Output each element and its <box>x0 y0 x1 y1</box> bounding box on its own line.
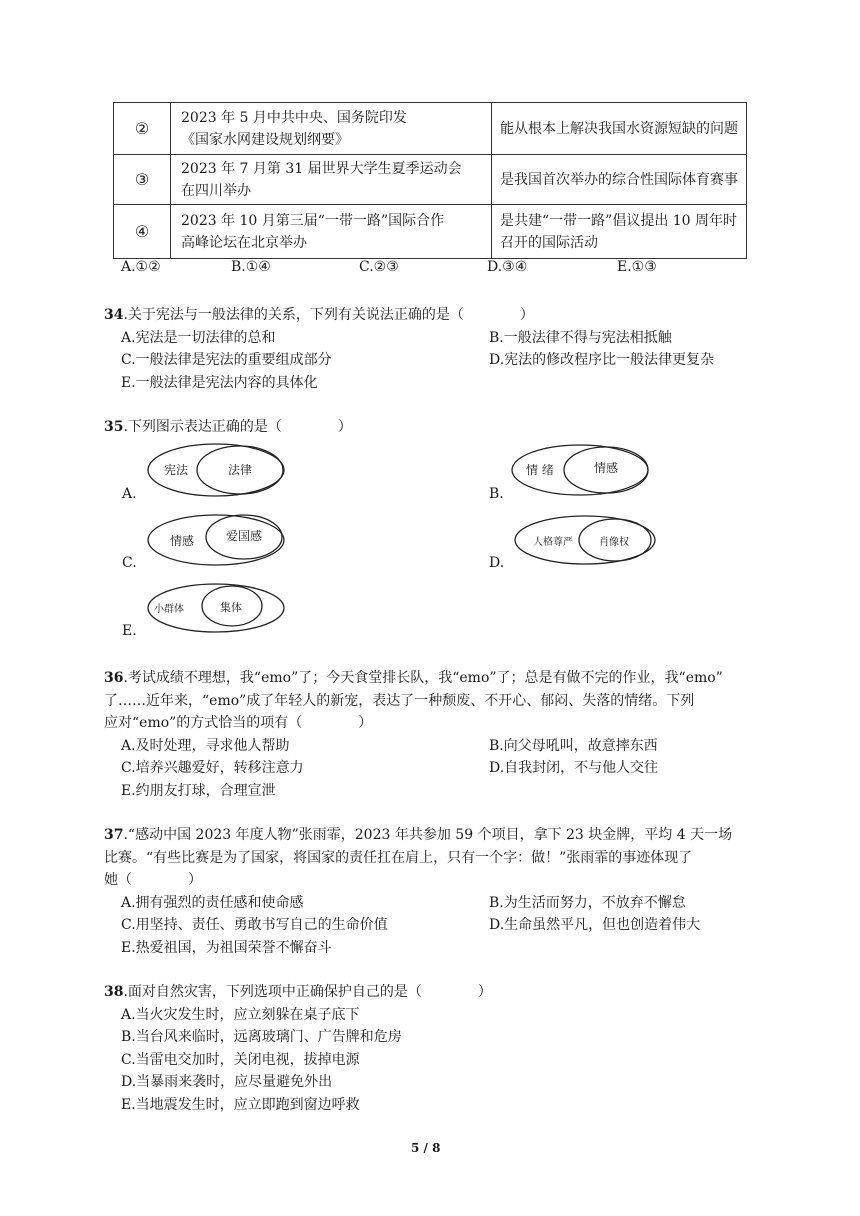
venn-outer-label: 小群体 <box>154 604 184 615</box>
event-line: 2023 年 10 月第三届“一带一路”国际合作 <box>181 212 445 229</box>
venn-diagram <box>146 513 286 567</box>
row-number: ② <box>114 103 171 155</box>
q37-stem-line1 <box>104 824 732 844</box>
q35-venn-e[interactable] <box>146 582 286 634</box>
event-line: 高峰论坛在北京举办 <box>181 234 307 251</box>
q33-option-d[interactable]: D.③④ <box>487 259 528 275</box>
event-line: 2023 年 5 月中共中央、国务院印发 <box>181 109 407 126</box>
table-row <box>114 205 747 259</box>
question-number: 37 <box>104 827 124 843</box>
q36-stem-line3: 应对“emo”的方式恰当的项有（ ） <box>104 715 373 731</box>
q35-option-c-label[interactable]: C. <box>122 555 137 571</box>
q36-stem-line1 <box>104 667 723 687</box>
q38-stem <box>104 981 492 1001</box>
q33-option-b[interactable]: B.①④ <box>231 259 271 275</box>
q36-option-a[interactable]: A.及时处理，寻求他人帮助 <box>121 738 290 754</box>
q37-option-b[interactable]: B.为生活而努力，不放弃不懈怠 <box>489 895 686 911</box>
table-row <box>114 103 747 155</box>
significance-cell <box>492 103 747 155</box>
q34-option-c[interactable]: C.一般法律是宪法的重要组成部分 <box>121 352 332 368</box>
question-text: .关于宪法与一般法律的关系，下列有关说法正确的是（ ） <box>123 307 534 323</box>
event-line: 2023 年 7 月第 31 届世界大学生夏季运动会 <box>181 160 462 177</box>
venn-outer-label: 情感 <box>170 534 195 548</box>
event-cell <box>171 103 492 155</box>
page-separator: / <box>423 1141 428 1155</box>
q35-option-a-label[interactable]: A. <box>122 486 137 502</box>
q37-stem-line3: 她（ ） <box>104 872 202 888</box>
question-text: .考试成绩不理想，我“emo”了；今天食堂排长队，我“emo”了；总是有做不完的作业，我“emo” <box>123 670 723 686</box>
q33-option-a[interactable]: A.①② <box>121 259 161 275</box>
q36-stem-line2: 了……近年来，“emo”成了年轻人的新宠，表达了一种颓废、不开心、郁闷、失落的情绪。下列 <box>104 693 695 709</box>
venn-inner-label: 法律 <box>228 463 253 477</box>
question-number: 36 <box>104 670 124 686</box>
q35-option-d-label[interactable]: D. <box>489 555 505 571</box>
q36-option-d[interactable]: D.自我封闭，不与他人交往 <box>489 760 659 776</box>
q35-option-b-label[interactable]: B. <box>489 486 504 502</box>
venn-outer-label: 宪法 <box>164 463 189 477</box>
venn-inner-label: 爱国感 <box>226 529 263 543</box>
q36-option-b[interactable]: B.向父母吼叫，故意摔东西 <box>489 738 658 754</box>
events-table <box>113 102 747 259</box>
event-line: 在四川举办 <box>181 182 251 199</box>
q35-venn-c[interactable] <box>146 513 286 567</box>
q38-option-c[interactable]: C.当雷电交加时，关闭电视，拔掉电源 <box>121 1052 360 1068</box>
event-cell <box>171 205 492 259</box>
page-total: 8 <box>432 1141 441 1155</box>
q33-option-c[interactable]: C.②③ <box>359 259 399 275</box>
q34-option-d[interactable]: D.宪法的修改程序比一般法律更复杂 <box>489 352 715 368</box>
question-text: .下列图示表达正确的是（ ） <box>123 419 352 435</box>
significance-cell <box>492 155 747 205</box>
row-number: ④ <box>114 205 171 259</box>
significance-line: 能从根本上解决我国水资源短缺的问题 <box>500 120 738 137</box>
page-current: 5 <box>411 1141 420 1155</box>
q38-option-d[interactable]: D.当暴雨来袭时，应尽量避免外出 <box>121 1074 333 1090</box>
question-text: .“感动中国 2023 年度人物”张雨霏，2023 年共参加 59 个项目，拿下 23 块金牌，平均 4 天一场 <box>123 827 733 843</box>
q35-venn-b[interactable] <box>510 443 650 497</box>
venn-outer-label: 情 绪 <box>526 463 554 477</box>
page-number <box>411 1141 440 1155</box>
venn-inner-label: 集体 <box>220 601 242 614</box>
q36-option-e[interactable]: E.约朋友打球，合理宣泄 <box>121 783 276 799</box>
venn-inner-label: 肖像权 <box>599 537 629 548</box>
q37-option-d[interactable]: D.生命虽然平凡，但也创造着伟大 <box>489 917 701 933</box>
q37-stem-line2: 比赛。“有些比赛是为了国家，将国家的责任扛在肩上，只有一个字：做！”张雨霏的事迹体现了 <box>104 850 693 866</box>
question-number: 35 <box>104 419 124 435</box>
q37-option-e[interactable]: E.热爱祖国，为祖国荣誉不懈奋斗 <box>121 940 332 956</box>
venn-outer-label: 人格尊严 <box>533 537 573 548</box>
venn-inner-label: 情感 <box>594 461 619 475</box>
significance-line: 是共建“一带一路”倡议提出 10 周年时 <box>500 212 738 229</box>
q34-option-e[interactable]: E.一般法律是宪法内容的具体化 <box>121 375 318 391</box>
q35-venn-d[interactable] <box>513 514 657 566</box>
event-line: 《国家水网建设规划纲要》 <box>181 131 349 148</box>
q36-option-c[interactable]: C.培养兴趣爱好，转移注意力 <box>121 760 304 776</box>
q38-option-e[interactable]: E.当地震发生时，应立即跑到窗边呼救 <box>121 1097 360 1113</box>
row-number: ③ <box>114 155 171 205</box>
table-row <box>114 155 747 205</box>
q37-option-c[interactable]: C.用坚持、责任、勇敢书写自己的生命价值 <box>121 917 388 933</box>
question-number: 38 <box>104 984 124 1000</box>
q38-option-b[interactable]: B.当台风来临时，远离玻璃门、广告牌和危房 <box>121 1029 402 1045</box>
significance-line: 是我国首次举办的综合性国际体育赛事 <box>500 171 738 188</box>
q34-stem <box>104 304 534 324</box>
q34-option-a[interactable]: A.宪法是一切法律的总和 <box>121 330 276 346</box>
event-cell <box>171 155 492 205</box>
q35-venn-a[interactable] <box>146 442 286 498</box>
q35-stem <box>104 416 352 436</box>
significance-cell <box>492 205 747 259</box>
question-number: 34 <box>104 307 124 323</box>
significance-line: 召开的国际活动 <box>500 234 598 251</box>
q33-option-e[interactable]: E.①③ <box>617 259 657 275</box>
q35-option-e-label[interactable]: E. <box>122 623 137 639</box>
q34-option-b[interactable]: B.一般法律不得与宪法相抵触 <box>489 330 672 346</box>
q37-option-a[interactable]: A.拥有强烈的责任感和使命感 <box>121 895 304 911</box>
question-text: .面对自然灾害，下列选项中正确保护自己的是（ ） <box>123 984 492 1000</box>
q38-option-a[interactable]: A.当火灾发生时，应立刻躲在桌子底下 <box>121 1007 360 1023</box>
